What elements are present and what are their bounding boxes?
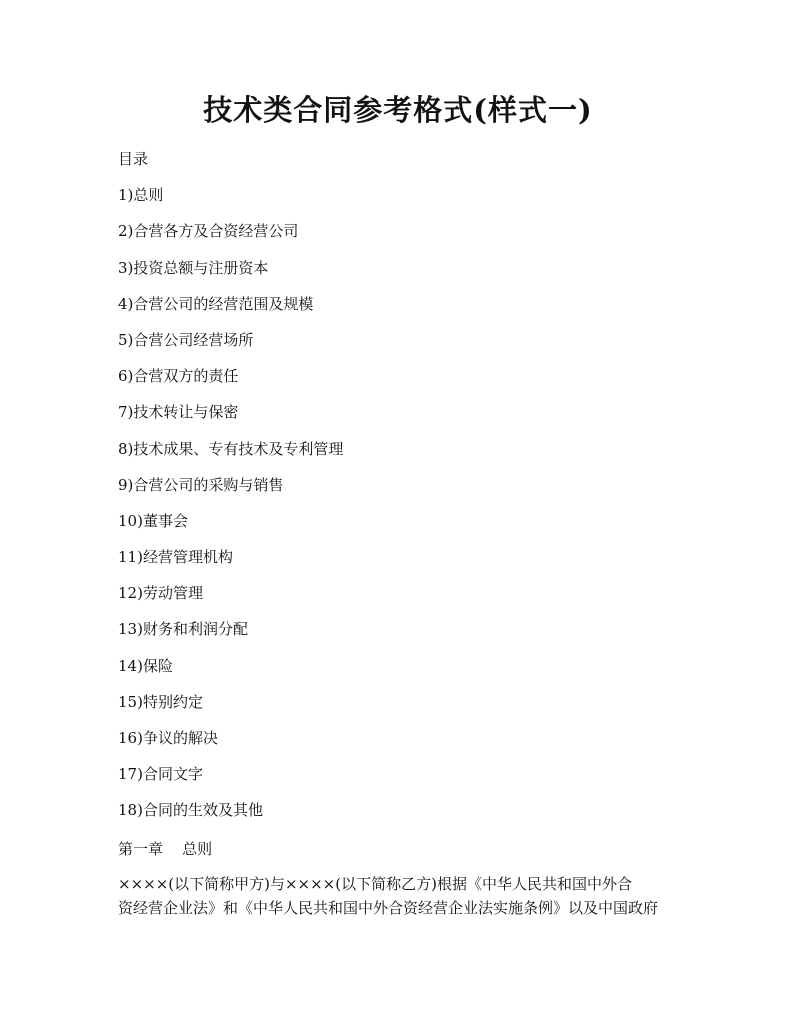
table-of-contents [118,146,698,834]
toc-item: 11)经营管理机构 [118,548,233,567]
toc-item: 14)保险 [118,656,173,675]
toc-item: 15)特别约定 [118,692,203,711]
document-title: 技术类合同参考格式(样式一) [203,93,593,127]
toc-item: 9)合营公司的采购与销售 [118,475,284,494]
toc-item: 18)合同的生效及其他 [118,801,263,820]
body-line: 资经营企业法》和《中华人民共和国中外合资经营企业法实施条例》以及中国政府 [118,899,659,917]
toc-item: 3)投资总额与注册资本 [118,258,269,277]
toc-item: 1)总则 [118,186,164,205]
toc-item: 17)合同文字 [118,765,203,784]
toc-item: 6)合营双方的责任 [118,367,239,386]
toc-item: 12)劳动管理 [118,584,203,603]
chapter-heading: 第一章 总则 [118,840,213,858]
body-line: ××××(以下简称甲方)与××××(以下简称乙方)根据《中华人民共和国中外合 [118,875,632,893]
toc-item: 10)董事会 [118,511,188,530]
toc-item: 16)争议的解决 [118,729,218,747]
toc-item: 4)合营公司的经营范围及规模 [118,294,314,313]
toc-item: 13)财务和利润分配 [118,620,248,639]
toc-item: 7)技术转让与保密 [118,403,239,422]
body-paragraph [118,872,684,920]
toc-item: 8)技术成果、专有技术及专利管理 [118,439,344,458]
toc-item: 2)合营各方及合资经营公司 [118,222,299,241]
toc-heading: 目录 [118,150,149,168]
toc-item: 5)合营公司经营场所 [118,330,254,349]
